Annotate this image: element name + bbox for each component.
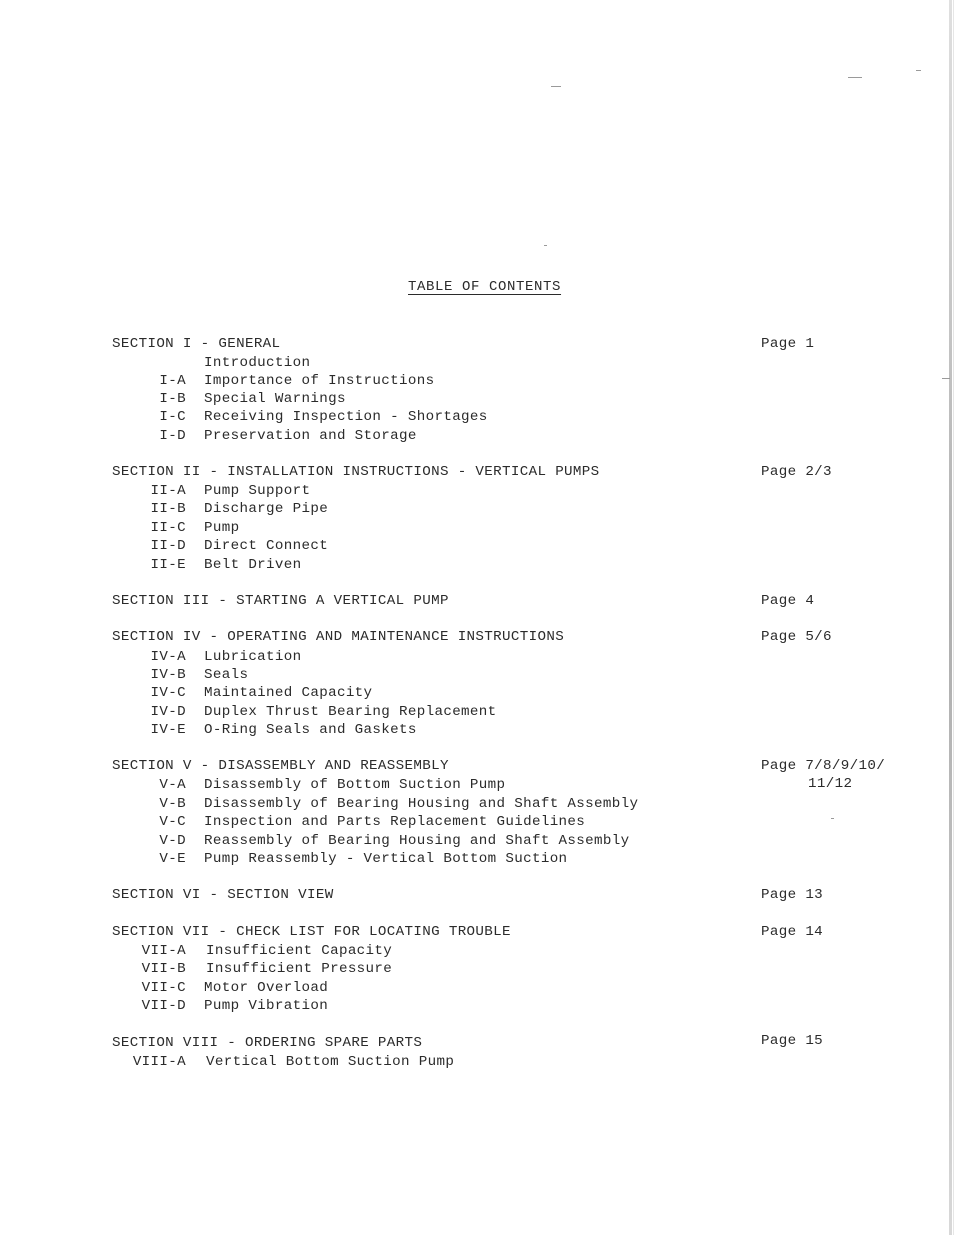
scan-speck: [942, 378, 950, 379]
toc-item-code: IV-D: [150, 704, 186, 720]
scan-speck: [831, 818, 834, 819]
toc-item-text: Lubrication: [204, 649, 302, 665]
toc-item-text: Inspection and Parts Replacement Guidelines: [204, 814, 586, 830]
toc-item-text: Belt Driven: [204, 557, 302, 573]
section-heading: SECTION I - GENERAL: [112, 336, 281, 352]
section-page: Page 7/8/9/10/: [761, 758, 886, 774]
scan-speck: [544, 245, 547, 246]
toc-item-text: O-Ring Seals and Gaskets: [204, 722, 417, 738]
section-heading: SECTION V - DISASSEMBLY AND REASSEMBLY: [112, 758, 449, 774]
toc-item-text: Pump: [204, 520, 240, 536]
scan-speck: [916, 70, 921, 71]
section-page: Page 5/6: [761, 629, 832, 645]
toc-item-code: IV-E: [150, 722, 186, 738]
toc-item-code: II-C: [150, 520, 186, 536]
section-page: Page 13: [761, 887, 824, 903]
section-page: Page 1: [761, 336, 815, 352]
toc-item-code: II-A: [150, 483, 186, 499]
section-page: Page 2/3: [761, 464, 832, 480]
toc-item-text: Importance of Instructions: [204, 373, 435, 389]
section-heading: SECTION IV - OPERATING AND MAINTENANCE INSTRUCTIONS: [112, 629, 565, 645]
toc-item-text: Receiving Inspection - Shortages: [204, 409, 488, 425]
toc-item-text: Duplex Thrust Bearing Replacement: [204, 704, 497, 720]
section-heading: SECTION VII - CHECK LIST FOR LOCATING TROUBLE: [112, 924, 511, 940]
toc-item-code: VIII-A: [132, 1054, 186, 1070]
toc-item-text: Discharge Pipe: [204, 501, 329, 517]
toc-item-code: II-B: [150, 501, 186, 517]
toc-item-text: Maintained Capacity: [204, 685, 373, 701]
toc-item-code: V-C: [159, 814, 186, 830]
section-heading: SECTION II - INSTALLATION INSTRUCTIONS - VERTICAL PUMPS: [112, 464, 600, 480]
toc-title: TABLE OF CONTENTS: [408, 279, 562, 295]
toc-item-text: Reassembly of Bearing Housing and Shaft Assembly: [204, 833, 630, 849]
toc-item-code: VII-A: [141, 943, 186, 959]
toc-item-code: V-E: [159, 851, 186, 867]
toc-item-code: I-C: [159, 409, 186, 425]
toc-item-text: Pump Vibration: [204, 998, 329, 1014]
section-heading: SECTION VIII - ORDERING SPARE PARTS: [112, 1035, 423, 1051]
scan-edge: [949, 0, 952, 1235]
toc-item-text: Insufficient Capacity: [206, 943, 393, 959]
toc-item-code: V-D: [159, 833, 186, 849]
toc-item-code: I-A: [159, 373, 186, 389]
section-heading: SECTION VI - SECTION VIEW: [112, 887, 334, 903]
toc-item-text: Seals: [204, 667, 249, 683]
section-heading: SECTION III - STARTING A VERTICAL PUMP: [112, 593, 449, 609]
toc-item-code: VII-B: [141, 961, 186, 977]
toc-item-text: Motor Overload: [204, 980, 329, 996]
toc-item-text: Introduction: [204, 355, 311, 371]
toc-item-code: I-B: [159, 391, 186, 407]
section-page: Page 15: [761, 1033, 824, 1049]
section-page-continued: 11/12: [808, 776, 853, 792]
toc-item-text: Vertical Bottom Suction Pump: [206, 1054, 455, 1070]
toc-item-text: Pump Reassembly - Vertical Bottom Suction: [204, 851, 568, 867]
toc-item-text: Preservation and Storage: [204, 428, 417, 444]
section-page: Page 4: [761, 593, 815, 609]
toc-item-code: IV-A: [150, 649, 186, 665]
toc-item-text: Disassembly of Bottom Suction Pump: [204, 777, 506, 793]
toc-item-code: IV-B: [150, 667, 186, 683]
toc-item-code: V-B: [159, 796, 186, 812]
toc-item-text: Direct Connect: [204, 538, 329, 554]
toc-item-code: IV-C: [150, 685, 186, 701]
section-page: Page 14: [761, 924, 824, 940]
toc-item-text: Special Warnings: [204, 391, 346, 407]
toc-item-text: Disassembly of Bearing Housing and Shaft Assembly: [204, 796, 639, 812]
toc-item-code: VII-D: [141, 998, 186, 1014]
toc-item-code: VII-C: [141, 980, 186, 996]
toc-item-code: II-D: [150, 538, 186, 554]
toc-item-code: I-D: [159, 428, 186, 444]
scan-speck: [848, 77, 862, 78]
toc-item-text: Insufficient Pressure: [206, 961, 393, 977]
scan-speck: [551, 86, 561, 87]
toc-item-code: V-A: [159, 777, 186, 793]
toc-item-text: Pump Support: [204, 483, 311, 499]
toc-item-code: II-E: [150, 557, 186, 573]
